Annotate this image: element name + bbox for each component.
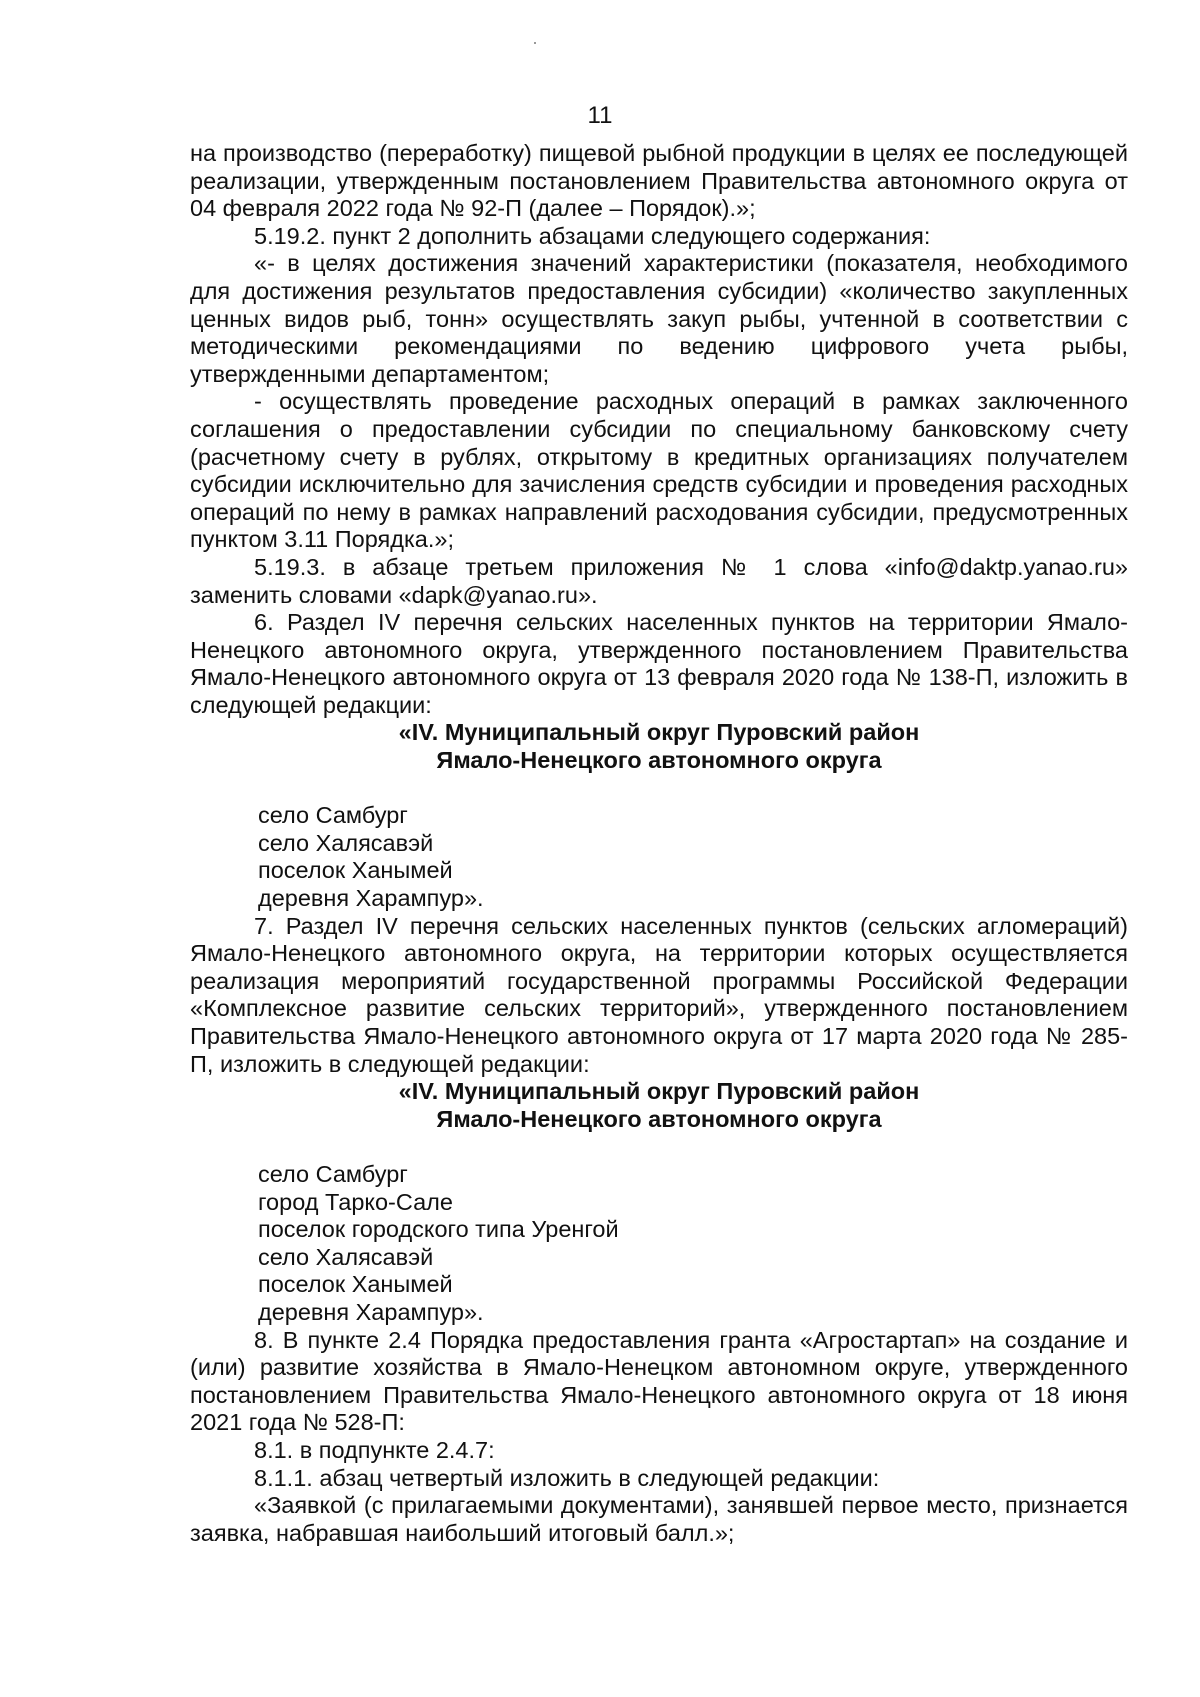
- paragraph-8-1: 8.1. в подпункте 2.4.7:: [254, 1436, 495, 1463]
- list-item: поселок городского типа Уренгой: [258, 1216, 619, 1243]
- paragraph-8-1-1: 8.1.1. абзац четвертый изложить в следующей редакции:: [254, 1464, 880, 1491]
- document-body: [190, 140, 1128, 1547]
- list-item: поселок Ханымей: [258, 857, 453, 884]
- paragraph-continuation: на производство (переработку) пищевой рыбной продукции в целях ее последующей реализации, утвержденным постановлением Правительства автономного округа от 04 февраля 2022 года № 92-П (далее – Порядок).»;: [190, 140, 1128, 222]
- paragraph-5-19-3: 5.19.3. в абзаце третьем приложения № 1 слова «info@daktp.yanao.ru» заменить словами «dapk@yanao.ru».: [190, 553, 1128, 608]
- paragraph-5-19-2: 5.19.2. пункт 2 дополнить абзацами следующего содержания:: [254, 222, 931, 249]
- paragraph-expense-operations: - осуществлять проведение расходных операций в рамках заключенного соглашения о предоставлении субсидии по специальному банковскому счету (расчетному счету в рублях, открытому в кредитных организациях получателем субсидии исключительно для зачисления средств субсидии и проведения расходных операций по нему в рамках направлений расходования субсидии, предусмотренных пунктом 3.11 Порядка.»;: [190, 388, 1128, 553]
- list-item: город Тарко-Сале: [258, 1188, 453, 1215]
- page-number: 11: [587, 102, 613, 129]
- spacer: [190, 1133, 1128, 1161]
- section-heading-1-line1: «IV. Муниципальный округ Пуровский район: [398, 719, 920, 746]
- list-item: деревня Харампур».: [258, 1298, 484, 1325]
- paragraph-quote-fish-purchase: «- в целях достижения значений характеристики (показателя, необходимого для достижения результатов предоставления субсидии) «количество закупленных ценных видов рыб, тонн» осуществлять закуп рыбы, учтенной в соответствии с методическими рекомендациями по ведению цифрового учета рыбы, утвержденными департаментом;: [190, 250, 1128, 387]
- list-item: деревня Харампур».: [258, 885, 484, 912]
- scan-artifact: [534, 42, 536, 44]
- paragraph-8: 8. В пункте 2.4 Порядка предоставления гранта «Агростартап» на создание и (или) развитие хозяйства в Ямало-Ненецком автономном округе, утвержденного постановлением Правительства Ямало-Ненецкого автономного округа от 18 июня 2021 года № 528-П:: [190, 1326, 1128, 1436]
- section-heading-2-line1: «IV. Муниципальный округ Пуровский район: [398, 1078, 920, 1105]
- paragraph-6: 6. Раздел IV перечня сельских населенных пунктов на территории Ямало-Ненецкого автономного округа, утвержденного постановлением Правительства Ямало-Ненецкого автономного округа от 13 февраля 2020 года № 138-П, изложить в следующей редакции:: [190, 609, 1128, 718]
- list-item: село Самбург: [258, 1160, 408, 1187]
- section-heading-1-line2: Ямало-Ненецкого автономного округа: [436, 747, 882, 774]
- paragraph-quote-application: «Заявкой (с прилагаемыми документами), занявшей первое место, признается заявка, набравшая наибольший итоговый балл.»;: [190, 1492, 1128, 1546]
- section-heading-2-line2: Ямало-Ненецкого автономного округа: [436, 1105, 882, 1132]
- list-item: село Халясавэй: [258, 1243, 434, 1270]
- list-item: село Халясавэй: [258, 829, 434, 856]
- spacer: [190, 775, 1128, 803]
- paragraph-7: 7. Раздел IV перечня сельских населенных пунктов (сельских агломераций) Ямало-Ненецкого автономного округа, на территории которых осуществляется реализация мероприятий государственной программы Российской Федерации «Комплексное развитие сельских территорий», утвержденного постановлением Правительства Ямало-Ненецкого автономного округа от 17 марта 2020 года № 285-П, изложить в следующей редакции:: [190, 912, 1128, 1077]
- list-item: село Самбург: [258, 802, 408, 829]
- list-item: поселок Ханымей: [258, 1271, 453, 1298]
